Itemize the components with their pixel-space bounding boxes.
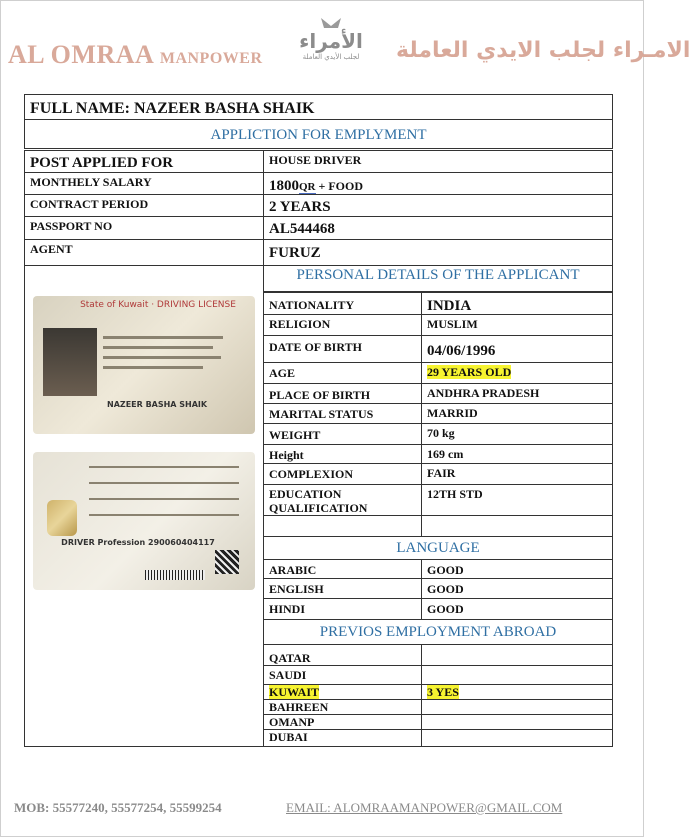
personal-value-age	[421, 362, 613, 384]
salary-amount: 1800	[269, 178, 299, 194]
employment-label: BAHREEN	[263, 699, 422, 715]
personal-label: WEIGHT	[263, 423, 422, 445]
personal-label: MARITAL STATUS	[263, 403, 422, 424]
passport-label: PASSPORT NO	[24, 216, 264, 240]
employment-label-kuwait	[263, 684, 422, 700]
applicant-photo	[43, 328, 97, 396]
personal-value: FAIR	[421, 463, 613, 485]
license-text-line	[103, 346, 213, 349]
agent-label: AGENT	[24, 239, 264, 266]
personal-label: Height	[263, 444, 422, 464]
barcode-icon	[145, 570, 205, 580]
passport-value: AL544468	[263, 216, 613, 240]
employment-label: QATAR	[263, 644, 422, 666]
chip-icon	[47, 500, 77, 536]
personal-value: 70 kg	[421, 423, 613, 445]
blank-cell	[263, 515, 422, 537]
agent-value: FURUZ	[263, 239, 613, 266]
driving-license-front	[33, 296, 255, 434]
language-heading: LANGUAGE	[263, 536, 613, 560]
personal-value: 12TH STD	[421, 484, 613, 516]
qr-code-icon	[215, 550, 239, 574]
personal-value: ANDHRA PRADESH	[421, 383, 613, 404]
logo-text: الأمراء	[299, 29, 363, 53]
personal-heading: PERSONAL DETAILS OF THE APPLICANT	[263, 265, 613, 292]
license-text-line	[89, 466, 239, 468]
personal-label: AGE	[263, 362, 422, 384]
footer-email[interactable]: EMAIL: ALOMRAAMANPOWER@GMAIL.COM	[286, 800, 563, 815]
license-photo-cell	[24, 265, 264, 747]
employment-value	[421, 665, 613, 685]
license-back-header: DRIVER Profession 290060404117	[61, 538, 215, 547]
personal-label: COMPLEXION	[263, 463, 422, 485]
footer-phone: MOB: 55577240, 55577254, 55599254	[14, 800, 222, 815]
brand-english-main: AL OMRAA	[8, 40, 153, 69]
license-text-line	[103, 356, 221, 359]
salary-value	[263, 172, 613, 195]
employment-heading: PREVIOS EMPLOYMENT ABROAD	[263, 619, 613, 645]
license-text-line	[89, 514, 239, 516]
employment-label: SAUDI	[263, 665, 422, 685]
language-label: ARABIC	[263, 559, 422, 579]
license-text-line	[103, 366, 203, 369]
personal-value: MARRID	[421, 403, 613, 424]
personal-label-education	[263, 484, 422, 516]
salary-extra: + FOOD	[318, 179, 364, 193]
personal-label: DATE OF BIRTH	[263, 335, 422, 363]
company-logo	[276, 16, 386, 62]
license-text-line	[89, 482, 239, 484]
license-front-name: NAZEER BASHA SHAIK	[107, 400, 208, 409]
contract-value: 2 YEARS	[263, 194, 613, 217]
employment-value	[421, 699, 613, 715]
employment-value-kuwait	[421, 684, 613, 700]
salary-currency: QR	[299, 181, 316, 193]
personal-value: MUSLIM	[421, 314, 613, 336]
logo-subtext: لجلب الأيدي العاملة	[302, 53, 360, 61]
language-value: GOOD	[421, 559, 613, 579]
brand-english-small: MANPOWER	[159, 50, 263, 67]
language-value: GOOD	[421, 578, 613, 599]
employment-value	[421, 729, 613, 747]
language-label: HINDI	[263, 598, 422, 620]
contract-label: CONTRACT PERIOD	[24, 194, 264, 217]
application-heading: APPLICTION FOR EMPLYMENT	[24, 119, 613, 149]
education-label: EDUCATION	[269, 487, 342, 501]
language-label: ENGLISH	[263, 578, 422, 599]
employment-label: OMANP	[263, 714, 422, 730]
personal-value: 169 cm	[421, 444, 613, 464]
post-label: POST APPLIED FOR	[24, 150, 264, 173]
personal-label: PLACE OF BIRTH	[263, 383, 422, 404]
blank-cell	[421, 515, 613, 537]
driving-license-back	[33, 452, 255, 590]
post-value: HOUSE DRIVER	[263, 150, 613, 173]
personal-value: 04/06/1996	[421, 335, 613, 363]
full-name: FULL NAME: NAZEER BASHA SHAIK	[24, 94, 613, 120]
kuwait-years-highlight: 3 YES	[427, 685, 459, 699]
qualification-label: QUALIFICATION	[269, 501, 368, 516]
license-front-header: State of Kuwait · DRIVING LICENSE	[80, 300, 236, 310]
employment-value	[421, 644, 613, 666]
license-text-line	[103, 336, 223, 339]
license-text-line	[89, 498, 239, 500]
personal-value: INDIA	[421, 292, 613, 315]
kuwait-highlight: KUWAIT	[269, 685, 320, 699]
employment-label: DUBAI	[263, 729, 422, 747]
personal-label: NATIONALITY	[263, 292, 422, 315]
personal-label: RELIGION	[263, 314, 422, 336]
brand-english	[8, 40, 263, 70]
language-value: GOOD	[421, 598, 613, 620]
employment-value	[421, 714, 613, 730]
age-highlight: 29 YEARS OLD	[427, 365, 512, 379]
brand-arabic: الامـراء لجلب الايدي العاملة	[396, 38, 690, 63]
crown-icon	[276, 16, 386, 62]
salary-label: MONTHELY SALARY	[24, 172, 264, 195]
